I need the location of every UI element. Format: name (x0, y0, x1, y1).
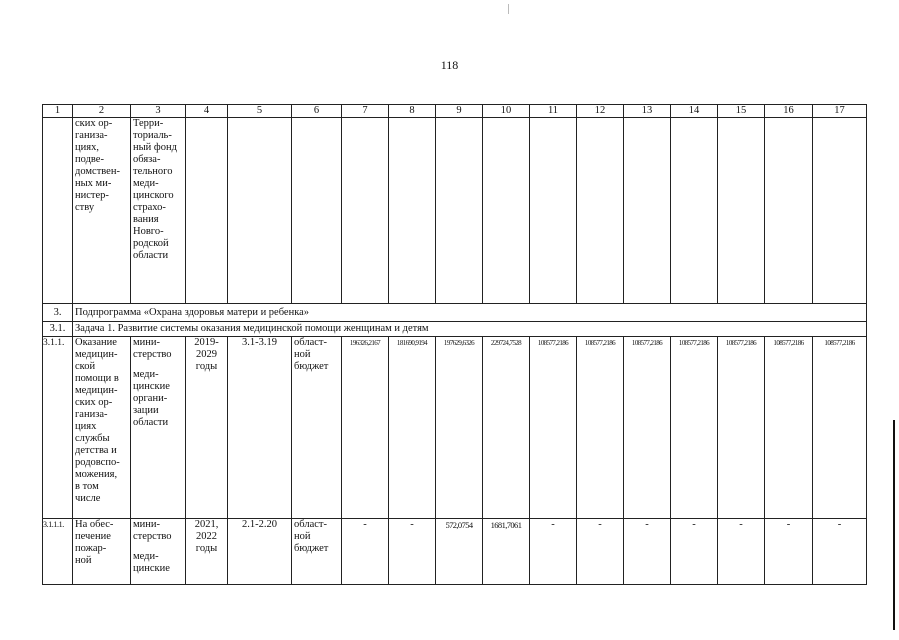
header-cell: 4 (186, 105, 228, 118)
cell-value: 108577,2186 (813, 337, 867, 519)
header-cell: 7 (342, 105, 389, 118)
cell-value: - (530, 519, 577, 585)
cell-value: - (389, 519, 436, 585)
header-cell: 8 (389, 105, 436, 118)
section-title: Подпрограмма «Охрана здоровья матери и ребенка» (73, 304, 867, 322)
executor-orgs: меди- цинские органи- зации области (133, 369, 170, 428)
scan-edge-line (893, 420, 895, 630)
cell-value: - (342, 519, 389, 585)
cell-empty (43, 118, 73, 304)
cell-value: - (718, 519, 765, 585)
section-number: 3. (43, 304, 73, 322)
header-row (43, 105, 867, 118)
cell-executor (131, 519, 186, 585)
header-cell: 10 (483, 105, 530, 118)
header-cell: 3 (131, 105, 186, 118)
cell-value: 572,0754 (436, 519, 483, 585)
header-cell: 13 (624, 105, 671, 118)
header-cell: 6 (292, 105, 342, 118)
table-row (43, 519, 867, 585)
header-cell: 14 (671, 105, 718, 118)
cell-value: 181690,9194 (389, 337, 436, 519)
cell-value: - (671, 519, 718, 585)
row-number: 3.1.1. (43, 337, 73, 519)
cell-value: 229724,7528 (483, 337, 530, 519)
cell-executor: Терри- ториаль- ный фонд обяза- тельного меди- цинского страхо- вания Новго- родской области (131, 118, 186, 304)
cell-name: На обес- печение пожар- ной (73, 519, 131, 585)
cell-indicators: 2.1-2.20 (228, 519, 292, 585)
scan-mark (508, 4, 509, 14)
cell-indicators: 3.1-3.19 (228, 337, 292, 519)
header-cell: 17 (813, 105, 867, 118)
continuation-row (43, 118, 867, 304)
cell-value: 196326,2167 (342, 337, 389, 519)
section-row (43, 304, 867, 322)
cell-value: 197629,6326 (436, 337, 483, 519)
header-cell: 15 (718, 105, 765, 118)
cell-value: - (813, 519, 867, 585)
cell-name: ских ор- ганиза- циях, подве- домствен- ных ми- нистер- ству (73, 118, 131, 304)
executor-ministry: мини- стерство (133, 337, 172, 360)
header-cell: 5 (228, 105, 292, 118)
cell-value: 108577,2186 (718, 337, 765, 519)
header-cell: 2 (73, 105, 131, 118)
cell-period: 2019- 2029 годы (186, 337, 228, 519)
cell-source: област- ной бюджет (292, 519, 342, 585)
budget-table (42, 104, 867, 585)
header-cell: 11 (530, 105, 577, 118)
cell-value: - (765, 519, 813, 585)
cell-value: - (624, 519, 671, 585)
executor-ministry: мини- стерство (133, 519, 172, 542)
cell-value: - (577, 519, 624, 585)
header-cell: 16 (765, 105, 813, 118)
cell-value: 108577,2186 (671, 337, 718, 519)
header-cell: 12 (577, 105, 624, 118)
cell-source: област- ной бюджет (292, 337, 342, 519)
page-number: 118 (440, 58, 459, 72)
header-cell: 1 (43, 105, 73, 118)
table-row (43, 337, 867, 519)
task-number: 3.1. (43, 322, 73, 337)
cell-value: 108577,2186 (530, 337, 577, 519)
row-number: 3.1.1.1. (43, 519, 73, 585)
cell-value: 108577,2186 (577, 337, 624, 519)
executor-orgs: меди- цинские (133, 551, 170, 574)
cell-value: 108577,2186 (624, 337, 671, 519)
header-cell: 9 (436, 105, 483, 118)
cell-executor (131, 337, 186, 519)
cell-period: 2021, 2022 годы (186, 519, 228, 585)
cell-value: 108577,2186 (765, 337, 813, 519)
task-row (43, 322, 867, 337)
cell-value: 1681,7061 (483, 519, 530, 585)
cell-name: Оказание медицин- ской помощи в медицин- ских ор- ганиза- циях службы детства и родовспо- можения, в том числе (73, 337, 131, 519)
task-title: Задача 1. Развитие системы оказания медицинской помощи женщинам и детям (73, 322, 867, 337)
